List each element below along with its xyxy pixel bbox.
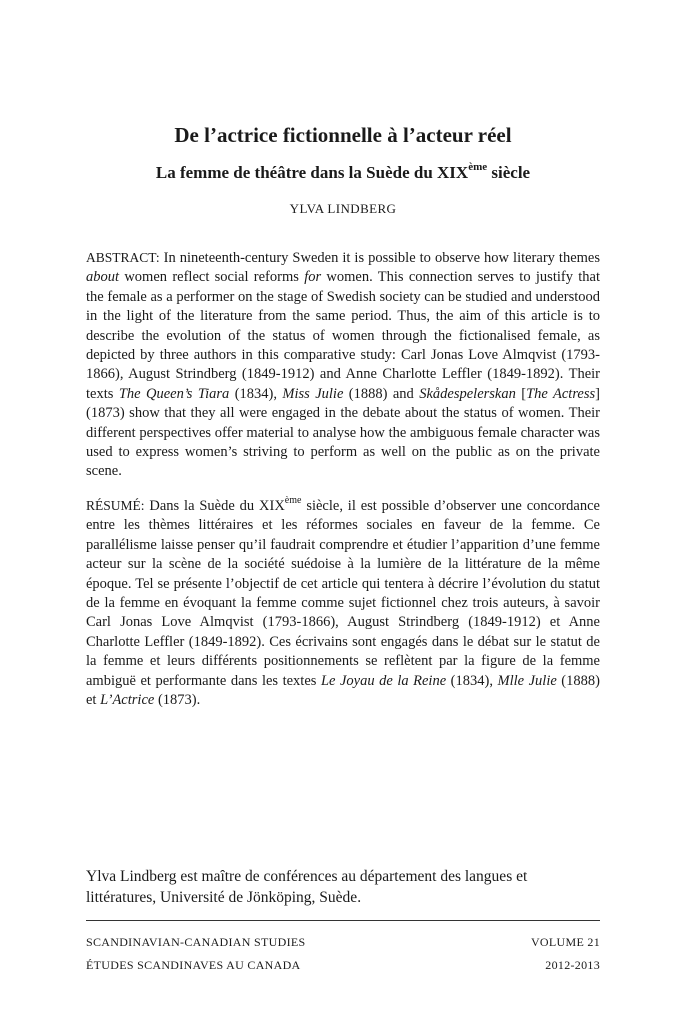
article-page: [86, 0, 600, 1024]
footer-divider: [86, 920, 600, 921]
resume-text: (1834),: [446, 672, 498, 689]
work-title: Miss Julie: [282, 385, 344, 402]
abstract-italic: for: [304, 269, 322, 286]
abstract-text: (1888) and: [343, 385, 420, 402]
author-name: YLVA LINDBERG: [289, 201, 397, 216]
resume-superscript: ème: [284, 495, 302, 507]
subtitle-superscript: ème: [468, 161, 488, 174]
journal-years: 2012-2013: [545, 958, 600, 972]
abstract-text: In nineteenth-century Sweden it is possible to observe how literary themes: [159, 250, 600, 266]
article-title: De l’actrice fictionnelle à l’acteur réel: [174, 123, 512, 147]
abstract-french: [86, 496, 600, 710]
resume-text: (1873).: [154, 692, 201, 709]
work-title: Skådespelerskan: [419, 385, 516, 402]
resume-label: RÉSUMÉ:: [86, 498, 145, 513]
resume-text: siècle, il est possible d’observer une concordance entre les thèmes littéraires et les réformes sociales en faveur de la femme. Ce parallélisme laisse penser qu’il faudrait comprendre et étudier l’apparition d’une femme acteur sur la scène de la société suédoise à la lumière de la littérature de la même époque. Tel se présente l’objectif de cet article qui tentera à décrire l’évolution du statut de la femme en évoquant la femme comme sujet fictionnel chez trois auteurs, à savoir Carl Jonas Love Almqvist (1793-1866), August Strindberg (1849-1912) et Anne Charlotte Leffler (1849-1892). Ces écrivains sont engagés dans le débat sur le statut de la femme et leurs différents positionnements se reflètent par la figure de la femme ambiguë et performante dans les textes: [86, 498, 600, 689]
work-title: The Actress: [526, 385, 596, 402]
journal-name-english: SCANDINAVIAN-CANADIAN STUDIES: [86, 935, 306, 949]
abstract-text: [: [515, 385, 527, 402]
resume-text: (1888) et: [86, 672, 600, 709]
work-title: Le Joyau de la Reine: [320, 672, 447, 689]
abstract-text: women. This connection serves to justify that the female as a performer on the stage of Swedish society can be studied and understood in the light of the literature from the same period. Thus, the aim of this article is to describe the evolution of the status of women through the fictionalised female, as depicted by three authors in this comparative study: Carl Jonas Love Almqvist (1793-1866), August Strindberg (1849-1912) and Anne Charlotte Leffler (1849-1892). Their texts: [86, 269, 600, 402]
abstract-text: (1834),: [229, 385, 283, 402]
journal-name-french: ÉTUDES SCANDINAVES AU CANADA: [86, 958, 301, 972]
subtitle-text: La femme de théâtre dans la Suède du XIX: [155, 163, 469, 182]
abstract-text: ] (1873) show that they all were engaged in the debate about the status of women. Their different perspectives offer material to analyse how the ambiguous female character was used to express women’s striving to perform as well on the public as on the private scene.: [86, 385, 601, 480]
article-subtitle: [86, 162, 600, 184]
resume-text: Dans la Suède du XIX: [144, 498, 285, 514]
abstract-label: ABSTRACT:: [86, 250, 160, 265]
abstract-italic: about: [86, 269, 120, 286]
abstract-english: [86, 248, 600, 482]
work-title: The Queen’s Tiara: [118, 385, 230, 402]
subtitle-end: siècle: [487, 163, 531, 182]
work-title: L’Actrice: [100, 692, 155, 709]
abstract-text: women reflect social reforms: [119, 269, 305, 286]
journal-volume: VOLUME 21: [530, 935, 600, 949]
author-bio: Ylva Lindberg est maître de conférences au département des langues et littératures, Université de Jönköping, Suède.: [86, 868, 528, 906]
work-title: Mlle Julie: [497, 672, 557, 689]
